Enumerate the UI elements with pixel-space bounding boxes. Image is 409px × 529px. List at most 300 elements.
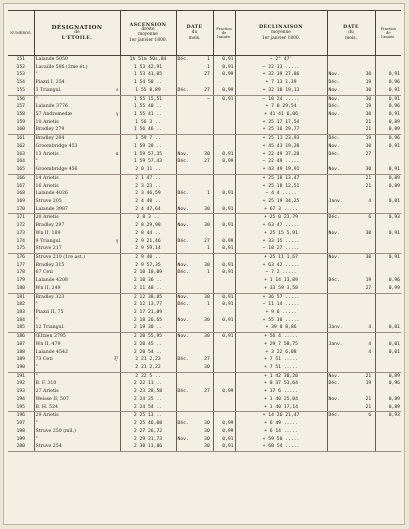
year-fraction-ra (213, 364, 235, 372)
observation-date-dec (327, 349, 375, 357)
observation-date-dec (327, 333, 375, 341)
year-fraction-ra: 0,91 (213, 436, 235, 444)
declination: + 25 11 1,67 (235, 253, 327, 261)
observation-date-dec (327, 388, 375, 396)
declination: + 14 26 21,47 (235, 412, 327, 420)
declination: − 4 4 ..... (235, 190, 327, 198)
star-name: " (35, 302, 38, 308)
date-month: Déc. (177, 302, 189, 308)
star-name: Wn II, 189 (35, 230, 61, 236)
year-fraction-dec (375, 420, 401, 428)
date-day: 19 (365, 136, 372, 142)
star-designation (34, 277, 120, 285)
star-name: 27 Arietis (35, 389, 59, 395)
observation-date-ra (176, 158, 213, 166)
star-catalogue-table (8, 10, 401, 452)
year-fraction-dec (375, 238, 401, 246)
observation-date-ra (176, 95, 213, 103)
header-ascension: ASCENSION droite moyenne 1er janvier 1800. (120, 11, 176, 56)
date-day: 30 (204, 206, 210, 212)
star-designation (34, 174, 120, 182)
year-fraction-dec (375, 64, 401, 72)
row-number: 178 (16, 270, 25, 276)
observation-date-ra (176, 324, 213, 332)
star-designation (34, 79, 120, 87)
date-month: Nov. (328, 373, 340, 379)
observation-date-dec (327, 380, 375, 388)
declination: + 41 41 6,06 (235, 111, 327, 119)
row-number: 200 (8, 443, 34, 451)
table-row (8, 356, 401, 364)
declination: + 1 40 25,04 (235, 396, 327, 404)
right-ascension: 1 54 50 .. (120, 79, 176, 87)
star-name: Piazzi II, 75 (35, 310, 64, 315)
star-designation (34, 190, 120, 198)
observation-date-dec (327, 206, 375, 214)
date-day: 27 (204, 72, 210, 78)
observation-date-ra (176, 285, 213, 293)
header-fraction-1: Fraction de l'année. (213, 11, 235, 56)
date-month: Déc. (328, 136, 340, 142)
star-name: " (35, 421, 38, 427)
row-number: 164 (16, 159, 25, 165)
date-day: 30 (204, 317, 210, 323)
date-day: 30 (365, 112, 372, 118)
right-ascension: 2 9 40 .. (120, 253, 176, 261)
year-fraction-dec (375, 206, 401, 214)
declination: + 9 6 ..... (235, 309, 327, 317)
observation-date-ra (176, 253, 213, 261)
table-row (8, 372, 401, 380)
right-ascension: 2 21 2,23 (120, 356, 176, 364)
declination: + 25 17 17,54 (235, 119, 327, 127)
declination: − 2° 47' (235, 56, 327, 64)
year-fraction-ra (213, 396, 235, 404)
star-name: Lalande 4208 (35, 278, 68, 284)
right-ascension: 2 30 13,86 (120, 443, 176, 451)
table-row (8, 135, 401, 143)
year-fraction-dec: 0,96 (375, 79, 401, 87)
star-designation (34, 404, 120, 412)
observation-date-ra (176, 87, 213, 95)
date-month: Nov. (328, 167, 340, 173)
right-ascension: 2 24 25 .. (120, 396, 176, 404)
right-ascension: 2 25 13 .. (120, 412, 176, 420)
header-fraction-2: Fraction de l'année. (375, 11, 401, 56)
date-day: 19 (365, 80, 372, 86)
date-month: Déc. (328, 278, 340, 284)
row-number: 160 (8, 126, 34, 134)
star-designation (34, 293, 120, 301)
right-ascension: 1 55 40 .. (120, 103, 176, 111)
observation-date-ra (176, 428, 213, 436)
observation-date-ra (176, 190, 213, 198)
date-day: 30 (204, 223, 210, 229)
star-designation (34, 64, 120, 72)
declination: + 67 3 ..... (235, 206, 327, 214)
table-row (8, 396, 401, 404)
table-row (8, 317, 401, 325)
table-row (8, 333, 401, 341)
star-name: Wn II, 479 (35, 341, 61, 347)
declination: + 60 54 ..... (235, 443, 327, 451)
right-ascension: 1 53 42,91 (120, 64, 176, 72)
star-designation (34, 119, 120, 127)
row-number: 159 (16, 119, 25, 125)
table-row (8, 388, 401, 396)
star-designation (34, 151, 120, 159)
star-name: 14 Arietis (35, 175, 59, 181)
right-ascension: 2 17 21,09 (120, 309, 176, 317)
observation-date-dec (327, 277, 375, 285)
declination: + 3 22 6,08 (235, 349, 327, 357)
star-designation (34, 269, 120, 277)
row-number: 157 (16, 104, 25, 110)
star-name: 9 Triangul. (35, 238, 62, 244)
observation-date-dec (327, 214, 375, 222)
observation-date-ra (176, 372, 213, 380)
header-numero: NUMÉROS. (8, 11, 34, 56)
right-ascension: 2 25 46,08 (120, 420, 176, 428)
date-day: 19 (365, 104, 372, 110)
observation-date-dec (327, 324, 375, 332)
table-row (8, 277, 401, 285)
year-fraction-ra: 0,91 (213, 64, 235, 72)
declination: + 1 14 13,89 (235, 277, 327, 285)
observation-date-ra (176, 333, 213, 341)
year-fraction-dec: 0,91 (375, 87, 401, 95)
table-row (8, 301, 401, 309)
row-number: 193 (16, 389, 25, 395)
star-name: Wn II, 249 (35, 285, 61, 291)
year-fraction-dec (375, 269, 401, 277)
year-fraction-dec (375, 333, 401, 341)
declination: + 6 14 ..... (235, 428, 327, 436)
star-designation (34, 309, 120, 317)
observation-date-ra (176, 356, 213, 364)
declination: + 32 18 19,13 (235, 87, 327, 95)
observation-date-dec (327, 404, 375, 412)
row-number: 170 (8, 206, 34, 214)
declination: + 25 0 23,79 (235, 214, 327, 222)
year-fraction-dec: 0,99 (375, 285, 401, 293)
star-designation (34, 166, 120, 174)
declination: + 25 19 34,25 (235, 198, 327, 206)
year-fraction-ra: 0,91 (213, 206, 235, 214)
table-row (8, 214, 401, 222)
right-ascension: 2 4 47,64 (120, 206, 176, 214)
date-day: 30 (365, 143, 372, 149)
star-designation (34, 436, 120, 444)
star-designation (34, 428, 120, 436)
star-designation (34, 285, 120, 293)
date-day: 30 (204, 262, 210, 268)
observation-date-dec (327, 372, 375, 380)
header-designation: DÉSIGNATION de L'ÉTOILE. (34, 11, 120, 56)
right-ascension: 1 55 41 .. (120, 111, 176, 119)
right-ascension: 2 3 23 .. (120, 183, 176, 191)
table-row (8, 341, 401, 349)
observation-date-dec (327, 396, 375, 404)
year-fraction-dec (375, 436, 401, 444)
year-fraction-ra (213, 174, 235, 182)
star-designation (34, 349, 120, 357)
year-fraction-ra: 0,99 (213, 428, 235, 436)
star-name: " (35, 72, 38, 78)
year-fraction-dec (375, 151, 401, 159)
date-day: 4 (368, 349, 372, 355)
date-day: 19 (365, 381, 372, 387)
year-fraction-ra: 0,91 (213, 443, 235, 451)
observation-date-ra (176, 396, 213, 404)
ledger-page (3, 3, 405, 525)
header-date-2: DATE du mois. (327, 11, 375, 56)
year-fraction-ra (213, 349, 235, 357)
year-fraction-dec (375, 158, 401, 166)
row-number: 182 (16, 302, 25, 308)
observation-date-dec (327, 269, 375, 277)
year-fraction-dec (375, 309, 401, 317)
star-name: " (35, 373, 38, 379)
observation-date-dec (327, 95, 375, 103)
date-month: Déc. (328, 104, 340, 110)
star-name: B. H. 524 (35, 404, 58, 410)
observation-date-dec (327, 190, 375, 198)
year-fraction-ra (213, 126, 235, 134)
year-fraction-dec (375, 428, 401, 436)
observation-date-ra (176, 111, 213, 119)
year-fraction-ra (213, 214, 235, 222)
observation-date-ra (176, 301, 213, 309)
observation-date-ra (176, 349, 213, 357)
year-fraction-dec (375, 222, 401, 230)
star-name: Bradley 323 (35, 294, 65, 300)
row-number: 196 (16, 413, 25, 419)
right-ascension: 1 59 28 .. (120, 143, 176, 151)
date-month: Nov. (177, 223, 189, 229)
right-ascension: 2 0 11 .. (120, 166, 176, 174)
star-name: Bradley 315 (35, 262, 65, 268)
table-row (8, 238, 401, 246)
declination: + 7 8 29,54 (235, 103, 327, 111)
date-month: Nov. (177, 262, 189, 268)
observation-date-ra (176, 151, 213, 159)
year-fraction-ra (213, 341, 235, 349)
date-month: Déc. (177, 159, 189, 165)
observation-date-ra (176, 277, 213, 285)
date-day: 27 (365, 285, 372, 291)
right-ascension: 2 4 40 .. (120, 198, 176, 206)
observation-date-ra (176, 198, 213, 206)
year-fraction-ra: 0,91 (213, 245, 235, 253)
year-fraction-ra (213, 372, 235, 380)
right-ascension: 2 8 44 .. (120, 230, 176, 238)
row-number: 158 (16, 112, 25, 118)
year-fraction-ra: 0,91 (213, 95, 235, 103)
date-month: Nov. (177, 436, 189, 442)
year-fraction-ra: 0,91 (213, 301, 235, 309)
year-fraction-dec (375, 262, 401, 270)
year-fraction-dec: 0,89 (375, 183, 401, 191)
table-row (8, 262, 401, 270)
star-name: 12 Triangul. (35, 325, 65, 331)
declination: + 43 49 19,91 (235, 166, 327, 174)
star-greek-letter: γ (115, 238, 119, 244)
star-name: Weisse II, 507 (35, 396, 69, 402)
right-ascension: 2 19 30 .. (120, 324, 176, 332)
date-month: Janv. (328, 325, 343, 331)
table-row (8, 285, 401, 293)
observation-date-dec (327, 198, 375, 206)
star-name: 13 Arietis (35, 151, 59, 157)
star-name: Bradley 284 (35, 136, 65, 142)
star-name: " (35, 96, 38, 102)
year-fraction-dec: 0,89 (375, 174, 401, 182)
row-number: 169 (16, 198, 25, 204)
year-fraction-dec: 0,93 (375, 214, 401, 222)
observation-date-ra (176, 245, 213, 253)
star-designation (34, 135, 120, 143)
year-fraction-ra (213, 380, 235, 388)
right-ascension: 1 53 41,05 (120, 71, 176, 79)
star-designation (34, 230, 120, 238)
date-month: Nov. (177, 334, 189, 340)
observation-date-ra (176, 64, 213, 72)
table-row (8, 253, 401, 261)
year-fraction-ra: 0,99 (213, 388, 235, 396)
year-fraction-dec: 0,01 (375, 324, 401, 332)
year-fraction-ra (213, 103, 235, 111)
year-fraction-ra (213, 277, 235, 285)
star-name: 67 Ceti (35, 270, 53, 276)
date-day: 30 (204, 365, 210, 371)
date-day: 21 (365, 183, 372, 189)
star-name: Lacaille 586 (2me ét.) (35, 64, 88, 70)
observation-date-ra (176, 103, 213, 111)
date-day: 21 (365, 119, 372, 125)
date-day: 30 (365, 96, 372, 102)
star-name: 10 Arietis (35, 119, 59, 125)
observation-date-dec (327, 293, 375, 301)
observation-date-dec (327, 222, 375, 230)
row-number: 187 (16, 341, 25, 347)
year-fraction-dec: 0,89 (375, 396, 401, 404)
right-ascension: 2 8 3 .. (120, 214, 176, 222)
row-number: 155 (8, 87, 34, 95)
year-fraction-dec: 0,89 (375, 119, 401, 127)
declination: − 22 33 ..... (235, 64, 327, 72)
date-day: 30 (204, 151, 210, 157)
star-name: 29 Arietis (35, 413, 59, 419)
date-day: 19 (365, 278, 372, 284)
year-fraction-ra (213, 79, 235, 87)
year-fraction-dec: 0,91 (375, 111, 401, 119)
star-designation (34, 443, 120, 451)
year-fraction-ra (213, 404, 235, 412)
table-row (8, 126, 401, 134)
observation-date-ra (176, 143, 213, 151)
year-fraction-ra (213, 356, 235, 364)
declination: + 7 51 ..... (235, 364, 327, 372)
row-number: 151 (16, 57, 25, 62)
date-day: 30 (365, 87, 372, 93)
table-row (8, 87, 401, 95)
year-fraction-ra: 0,99 (213, 238, 235, 246)
declination: + 7 13 1,39 (235, 79, 327, 87)
declination: + 1 42 30,20 (235, 372, 327, 380)
star-name: Lalande 3987 (35, 206, 68, 212)
table-row (8, 111, 401, 119)
table-row (8, 119, 401, 127)
row-number: 152 (16, 64, 25, 70)
date-month: Déc. (328, 413, 340, 419)
declination: + 1 40 17,14 (235, 404, 327, 412)
star-name: Bradley 297 (35, 223, 65, 229)
year-fraction-ra (213, 143, 235, 151)
right-ascension: 2 21 2,22 (120, 364, 176, 372)
date-day: 27 (204, 238, 210, 244)
date-month: Déc. (177, 421, 189, 427)
table-row (8, 183, 401, 191)
row-number: 156 (16, 96, 25, 102)
right-ascension: 2 9 59,14 (120, 245, 176, 253)
date-day: 30 (365, 254, 372, 260)
year-fraction-dec: 0,93 (375, 412, 401, 420)
declination: − 7 2 ..... (235, 269, 327, 277)
observation-date-ra (176, 412, 213, 420)
star-greek-letter: ε (116, 87, 119, 93)
star-designation (34, 183, 120, 191)
date-day: 27 (204, 87, 210, 93)
star-greek-letter: γ (115, 112, 119, 118)
date-day: 30 (204, 294, 210, 300)
star-name: " (35, 365, 38, 371)
table-row (8, 95, 401, 103)
date-month: Nov. (328, 254, 340, 260)
right-ascension: 2 23 28,58 (120, 388, 176, 396)
star-designation (34, 126, 120, 134)
observation-date-dec (327, 420, 375, 428)
star-designation (34, 71, 120, 79)
star-designation (34, 214, 120, 222)
date-day: 1 (206, 302, 210, 308)
date-day: 27 (204, 389, 210, 395)
right-ascension: 1 59 7 .. (120, 135, 176, 143)
right-ascension: 2 22 5 .. (120, 372, 176, 380)
observation-date-dec (327, 443, 375, 451)
row-number: 194 (16, 396, 25, 402)
observation-date-ra (176, 443, 213, 451)
declination: + 29 7 58,75 (235, 341, 327, 349)
right-ascension: 2 24 54 .. (120, 404, 176, 412)
table-row (8, 412, 401, 420)
year-fraction-dec: 0,89 (375, 126, 401, 134)
right-ascension: 1 56 46 .. (120, 126, 176, 134)
row-number: 163 (16, 151, 25, 157)
star-designation (34, 238, 120, 246)
date-day: 30 (365, 167, 372, 173)
declination: + 59 50 ..... (235, 436, 327, 444)
table-header (8, 11, 401, 56)
star-name: Lalande 4026 (35, 191, 68, 197)
header-date-1: DATE du mois. (176, 11, 213, 56)
declination: + 25 18 13,47 (235, 174, 327, 182)
star-designation (34, 206, 120, 214)
row-number: 166 (16, 175, 25, 181)
date-day: 30 (365, 230, 372, 236)
date-day: 30 (204, 444, 210, 450)
declination: − 10 27 ..... (235, 245, 327, 253)
